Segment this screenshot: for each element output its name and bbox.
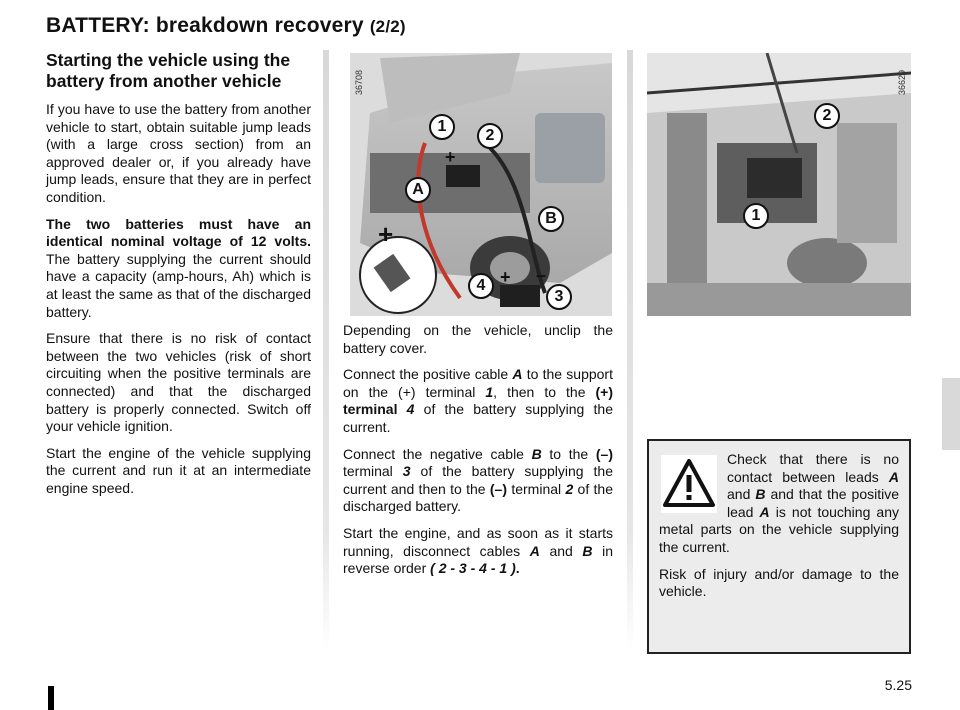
capacity-note: The battery supplying the current should have a capacity (amp-hours, Ah) which is at least the same as that of the discharged battery. <box>46 250 311 320</box>
text: and <box>539 542 583 559</box>
text: of the discharged battery. <box>343 480 613 515</box>
corner-mark <box>48 686 54 710</box>
terminal-minus-ref: (–) <box>489 480 508 497</box>
cable-a-ref: A <box>512 366 523 383</box>
paragraph-connect-negative <box>343 446 613 516</box>
text: terminal <box>343 463 403 480</box>
paragraph-start-engine: Start the engine of the vehicle supplying the current and run it at an intermediate engine speed. <box>46 444 311 496</box>
plus-sign-car: + <box>445 147 456 167</box>
paragraph-contact-risk: Ensure that there is no risk of contact between the two vehicles (risk of short circuiting when the positive terminals are connected) and that the discharged battery is properly connected. Switch off your vehicle ignition. <box>46 330 311 435</box>
cable-b-ref: B <box>582 542 593 559</box>
text: . <box>515 560 520 577</box>
text: Check that there is no contact between leads <box>727 451 899 485</box>
warning-box <box>647 439 911 654</box>
callout-b: B <box>538 206 564 232</box>
callout-2: 2 <box>477 123 503 149</box>
lead-a-ref: A <box>759 503 770 520</box>
page-number: 5.25 <box>884 677 912 693</box>
text: and <box>727 486 756 503</box>
paragraph-unclip-cover: Depending on the vehicle, unclip the battery cover. <box>343 322 613 356</box>
text: Connect the positive cable <box>343 366 513 383</box>
title-sub: (2/2) <box>369 17 406 36</box>
minus-sign-donor: – <box>536 265 547 285</box>
column-divider-left <box>323 50 329 650</box>
callout-2: 2 <box>814 103 840 129</box>
callout-a: A <box>405 177 431 203</box>
page-title <box>46 14 406 38</box>
paragraph-jump-leads: If you have to use the battery from another vehicle to start, obtain suitable jump leads (with a large cross section) from an approved dealer or, if you already have jump leads, ensure that they are in perfect condition. <box>46 101 311 205</box>
text: , then to the <box>493 383 596 400</box>
lead-b-ref: B <box>755 486 766 503</box>
terminal-plus-ref: (+) terminal <box>343 383 613 418</box>
column-divider-right <box>627 50 633 650</box>
callout-1: 1 <box>743 203 769 229</box>
paragraph-voltage <box>46 216 311 322</box>
engine-bay-illustration <box>647 53 911 316</box>
callout-3: 3 <box>546 284 572 310</box>
cable-b-ref: B <box>531 445 542 462</box>
lead-a-ref: A <box>888 468 899 485</box>
left-column <box>46 50 311 506</box>
terminal-3-ref: 3 <box>402 463 411 480</box>
cable-a-ref: A <box>529 542 540 559</box>
plus-sign-donor: + <box>500 267 511 287</box>
text: in reverse order <box>343 542 613 577</box>
paragraph-disconnect <box>343 525 613 578</box>
callout-4: 4 <box>468 273 494 299</box>
figure-engine-bay <box>647 53 911 316</box>
terminal-1-ref: 1 <box>485 383 494 400</box>
figure-code: 36708 <box>354 69 364 95</box>
text: of the battery supplying the current and then to the <box>343 463 614 497</box>
disconnect-sequence: ( 2 - 3 - 4 - 1 ) <box>430 560 516 577</box>
terminal-4-ref: 4 <box>406 401 415 418</box>
warning-risk: Risk of injury and/or damage to the vehicle. <box>659 565 899 600</box>
text: is not touching any metal parts on the vehicle supplying the current. <box>659 503 900 555</box>
text: terminal <box>507 480 566 497</box>
text: Start the engine, and as soon as it starts running, disconnect cables <box>343 524 613 559</box>
plus-sign-large: + <box>378 219 394 249</box>
terminal-minus-ref: (–) <box>595 445 613 462</box>
voltage-note: The two batteries must have an identical nominal voltage of 12 volts. <box>46 215 311 250</box>
figure-jump-leads <box>350 53 612 316</box>
warning-triangle-icon <box>661 455 717 513</box>
text: to the support on the (+) terminal <box>343 366 613 400</box>
text: of the battery supplying the current. <box>343 401 614 435</box>
middle-column <box>343 322 613 587</box>
text: Connect the negative cable <box>343 445 532 462</box>
title-main: BATTERY: breakdown recovery <box>46 14 364 37</box>
figure-code: 36629 <box>897 69 907 95</box>
text: and that the positive lead <box>727 486 900 520</box>
callout-1: 1 <box>429 114 455 140</box>
section-heading: Starting the vehicle using the battery from another vehicle <box>46 50 291 91</box>
section-side-tab <box>942 378 960 450</box>
terminal-2-ref: 2 <box>565 480 574 497</box>
paragraph-connect-positive <box>343 366 613 436</box>
text: to the <box>541 445 596 462</box>
